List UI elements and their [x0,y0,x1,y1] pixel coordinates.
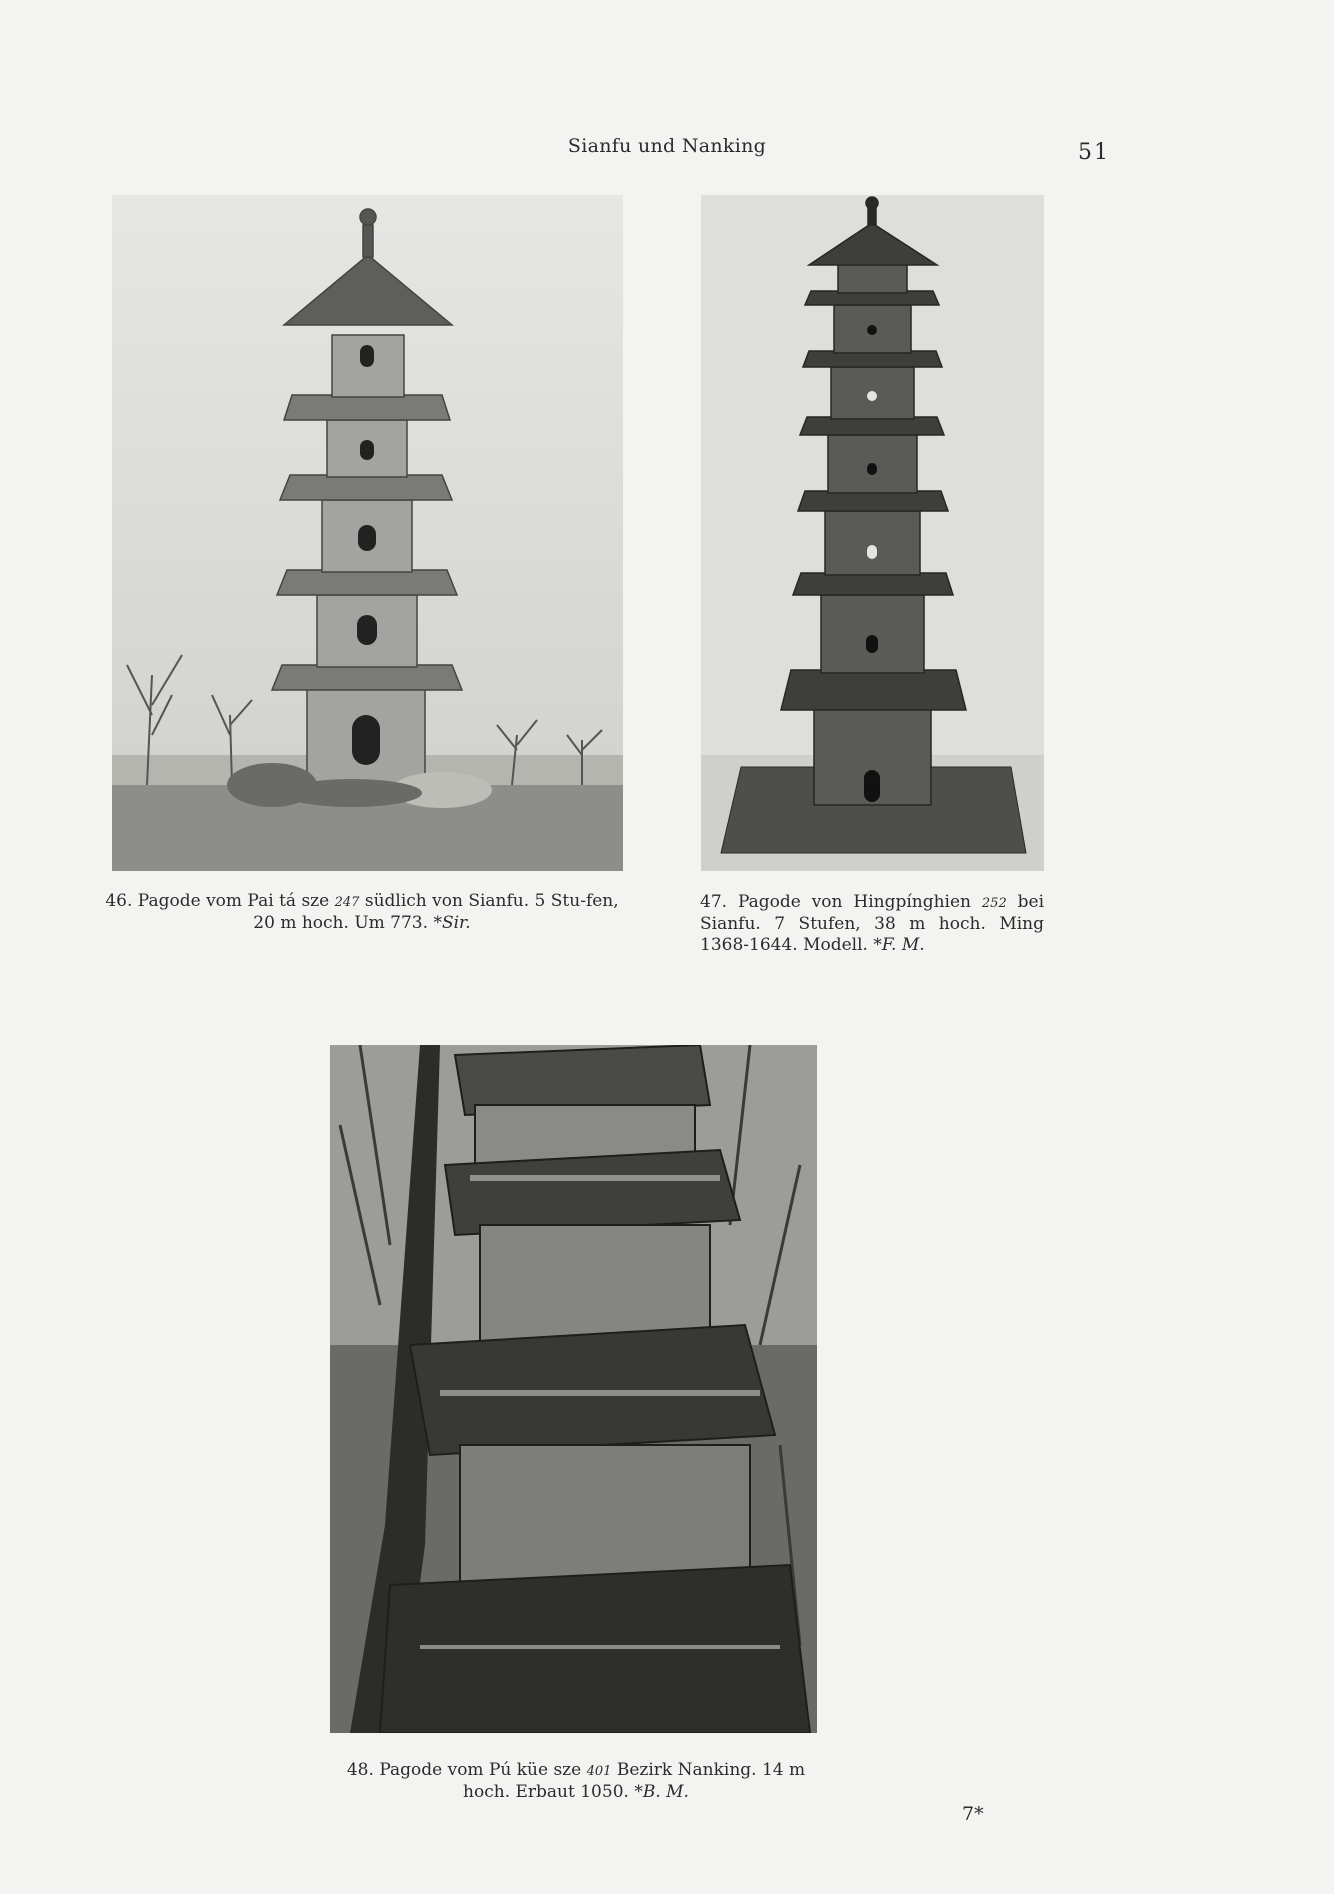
figure-46-caption [102,891,622,934]
figure-47-caption [700,892,1044,956]
figure-46-text-a: Pagode vom Pai tá sze [137,891,330,911]
pagoda-48-image [330,1045,817,1733]
figure-46-ref: 247 [334,895,360,910]
page-number: 51 [1078,140,1110,165]
figure-48-photo [330,1045,817,1733]
figure-47-text-b: bei Sianfu. 7 Stufen, 38 m hoch. Ming 1368-1644. Modell. [700,892,1045,955]
figure-48-caption [330,1760,822,1803]
figure-48-number: 48. [346,1760,374,1780]
signature-mark: 7* [962,1803,984,1825]
figure-48-credit: *B. M. [634,1782,689,1802]
figure-48-text-a: Pagode vom Pú küe sze [379,1760,582,1780]
figure-48-text-b: Bezirk Nanking. 14 m hoch. Erbaut 1050. [463,1760,806,1802]
figure-47-ref: 252 [981,896,1007,911]
figure-46-credit: *Sir. [433,913,471,933]
figure-47-number: 47. [700,892,728,912]
figure-47-credit: *F. M. [873,935,925,955]
figure-47-photo [701,195,1044,871]
figure-46-text-b: südlich von Sianfu. 5 Stu-fen, 20 m hoch. Um 773. [253,891,619,933]
figure-47-text-a: Pagode von Hingpínghien [737,892,972,912]
figure-46-photo [112,195,623,871]
running-head: Sianfu und Nanking [567,135,767,157]
figure-46-number: 46. [105,891,133,911]
pagoda-46-image [112,195,623,871]
figure-48-ref: 401 [586,1764,612,1779]
pagoda-47-image [701,195,1044,871]
